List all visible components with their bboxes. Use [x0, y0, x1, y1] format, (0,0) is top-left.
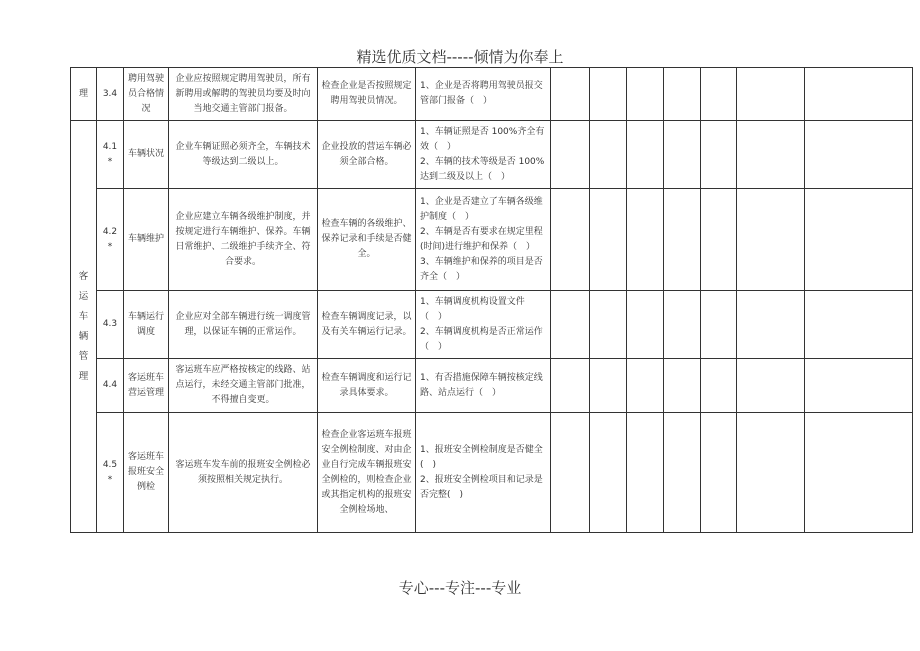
table-row [71, 68, 913, 121]
blank-cell [664, 68, 701, 121]
item-method: 检查企业客运班车报班安全例检制度、对由企业自行完成车辆报班安全例检的，则检查企业或其指定机构的报班安全例检场地、 [318, 413, 416, 533]
item-requirement: 企业应建立车辆各级维护制度，并按规定进行车辆维护、保养。车辆日常维护、二级维护手续齐全、符合要求。 [169, 189, 318, 291]
blank-cell [551, 291, 590, 359]
item-method: 检查车辆调度和运行记录具体要求。 [318, 359, 416, 413]
blank-cell [590, 68, 627, 121]
page-footer-title: 专心---专注---专业 [398, 579, 522, 597]
table-row [71, 189, 913, 291]
item-name: 客运班车报班安全例检 [124, 413, 169, 533]
blank-cell [590, 359, 627, 413]
blank-cell [737, 68, 805, 121]
item-method: 检查车辆的各级维护、保养记录和手续是否健全。 [318, 189, 416, 291]
blank-cell [805, 291, 913, 359]
blank-cell [590, 413, 627, 533]
section-label-vertical: 客运车辆管理 [78, 270, 89, 382]
blank-cell [737, 359, 805, 413]
blank-cell [737, 413, 805, 533]
blank-cell [551, 68, 590, 121]
table-row [71, 413, 913, 533]
blank-cell [551, 413, 590, 533]
blank-cell [701, 121, 737, 189]
blank-cell [590, 291, 627, 359]
section-cell-prev: 理 [71, 68, 97, 121]
item-requirement: 客运班车发车前的报班安全例检必须按照相关规定执行。 [169, 413, 318, 533]
key-item-star: * [107, 156, 113, 167]
inspection-table [70, 67, 913, 533]
item-method: 检查企业是否按照规定聘用驾驶员情况。 [318, 68, 416, 121]
blank-cell [664, 413, 701, 533]
item-method: 检查车辆调度记录，以及有关车辆运行记录。 [318, 291, 416, 359]
item-method: 企业投放的营运车辆必须全部合格。 [318, 121, 416, 189]
blank-cell [701, 359, 737, 413]
item-requirement: 企业车辆证照必须齐全，车辆技术等级达到二级以上。 [169, 121, 318, 189]
blank-cell [664, 121, 701, 189]
blank-cell [664, 291, 701, 359]
blank-cell [627, 189, 664, 291]
blank-cell [805, 121, 913, 189]
item-number: 4.1 * [97, 121, 124, 189]
item-checks: 1、企业是否将聘用驾驶员报交管部门报备（ ） [416, 68, 551, 121]
page-header-title: 精选优质文档-----倾情为你奉上 [356, 48, 564, 66]
key-item-star: * [107, 241, 113, 252]
item-checks: 1、车辆调度机构设置文件（ ） 2、车辆调度机构是否正常运作（ ） [416, 291, 551, 359]
blank-cell [701, 291, 737, 359]
item-number: 4.3 [97, 291, 124, 359]
blank-cell [627, 291, 664, 359]
item-number: 4.2 * [97, 189, 124, 291]
item-name: 车辆运行调度 [124, 291, 169, 359]
blank-cell [627, 413, 664, 533]
item-checks: 1、有否措施保障车辆按核定线路、站点运行（ ） [416, 359, 551, 413]
blank-cell [805, 413, 913, 533]
blank-cell [737, 189, 805, 291]
blank-cell [737, 121, 805, 189]
item-checks: 1、企业是否建立了车辆各级维护制度（ ） 2、车辆是否有要求在规定里程(时间)进行维护和保养（ ） 3、车辆维护和保养的项目是否齐全（ ） [416, 189, 551, 291]
blank-cell [701, 189, 737, 291]
item-name: 车辆维护 [124, 189, 169, 291]
blank-cell [701, 413, 737, 533]
item-checks: 1、报班安全例检制度是否健全( ) 2、报班安全例检项目和记录是否完整( ) [416, 413, 551, 533]
item-number: 4.5 * [97, 413, 124, 533]
key-item-star: * [107, 474, 113, 485]
blank-cell [627, 359, 664, 413]
blank-cell [551, 359, 590, 413]
item-requirement: 客运班车应严格按核定的线路、站点运行，未经交通主管部门批准，不得擅自变更。 [169, 359, 318, 413]
blank-cell [627, 121, 664, 189]
section-cell-current [71, 121, 97, 533]
blank-cell [737, 291, 805, 359]
blank-cell [701, 68, 737, 121]
table-row [71, 291, 913, 359]
table-row [71, 121, 913, 189]
blank-cell [805, 68, 913, 121]
table-row [71, 359, 913, 413]
item-requirement: 企业应对全部车辆进行统一调度管理，以保证车辆的正常运作。 [169, 291, 318, 359]
item-checks: 1、车辆证照是否 100%齐全有效（ ） 2、车辆的技术等级是否 100%达到二级及以上（ ） [416, 121, 551, 189]
blank-cell [551, 189, 590, 291]
item-name: 车辆状况 [124, 121, 169, 189]
blank-cell [590, 121, 627, 189]
item-number: 4.4 [97, 359, 124, 413]
item-number: 3.4 [97, 68, 124, 121]
blank-cell [590, 189, 627, 291]
blank-cell [664, 189, 701, 291]
blank-cell [664, 359, 701, 413]
item-name: 客运班车营运管理 [124, 359, 169, 413]
blank-cell [627, 68, 664, 121]
item-requirement: 企业应按照规定聘用驾驶员，所有新聘用或解聘的驾驶员均要及时向当地交通主管部门报备。 [169, 68, 318, 121]
blank-cell [805, 359, 913, 413]
item-name: 聘用驾驶员合格情况 [124, 68, 169, 121]
blank-cell [551, 121, 590, 189]
blank-cell [805, 189, 913, 291]
